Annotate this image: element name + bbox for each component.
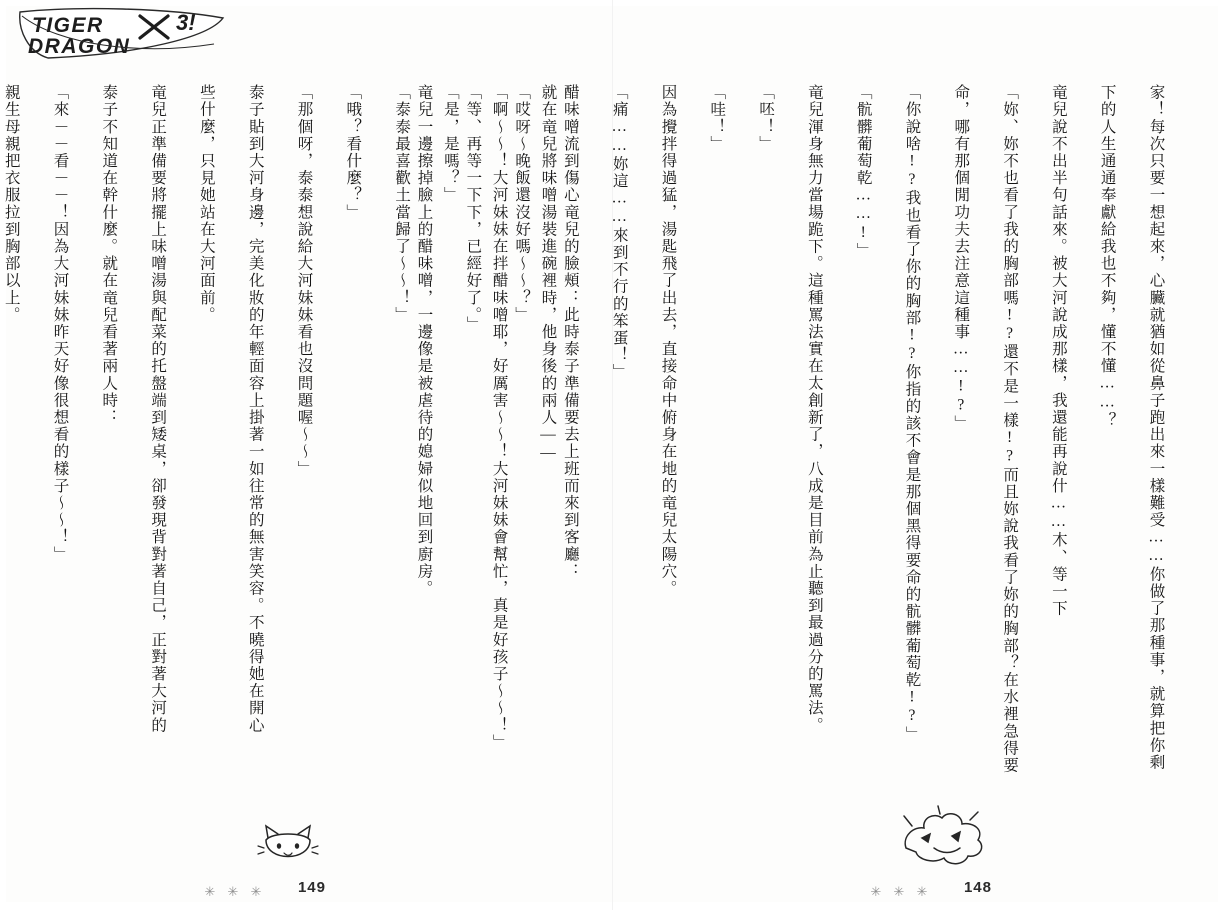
text-line: 「呸！」 bbox=[757, 84, 775, 153]
logo-volume-text: 3! bbox=[176, 10, 196, 35]
text-line: 因為攪拌得過猛，湯匙飛了出去，直接命中俯身在地的竜兒太陽穴。 bbox=[659, 84, 677, 597]
text-line: 「等、再等一下下，已經好了。」 bbox=[464, 84, 482, 333]
text-line: 「你說啥!?我也看了你的胸部!?你指的該不會是那個黑得要命的骯髒葡萄乾!?」 bbox=[903, 84, 921, 743]
text-line: 「來－－看－－！因為大河妹妹昨天好像很想看的樣子～～！」 bbox=[51, 84, 69, 563]
text-line: 「泰泰最喜歡土當歸了～～！」 bbox=[393, 84, 411, 324]
dragon-scribble-icon bbox=[900, 808, 992, 870]
logo-line2-text: DRAGON bbox=[28, 35, 131, 58]
left-page-number: 149 bbox=[297, 879, 326, 896]
text-line: 「骯髒葡萄乾……!」 bbox=[854, 84, 872, 260]
text-line: 下的人生通通奉獻給我也不夠，懂不懂……？ bbox=[1098, 84, 1116, 429]
text-line: 竜兒渾身無力當場跪下。這種罵法實在太創新了，八成是目前為止聽到最過分的罵法。 bbox=[805, 84, 823, 734]
text-line: 「痛……妳這……來到不行的笨蛋！」 bbox=[610, 84, 628, 381]
text-line: 竜兒一邊擦掉臉上的醋味噌，一邊像是被虐待的媳婦似地回到廚房。 bbox=[415, 84, 433, 597]
right-page-sparkle-ornament: ✳ ✳ ✳ bbox=[870, 885, 932, 900]
text-line: 「啊～～！大河妹妹在拌醋味噌耶，好厲害～～！大河妹妹會幫忙，真是好孩子～～！」 bbox=[490, 84, 508, 751]
text-line: 竜兒說不出半句話來。被大河說成那樣，我還能再說什……木、等一下 bbox=[1049, 84, 1067, 618]
logo-line1-text: TIGER bbox=[32, 14, 104, 37]
text-line: 「哎呀～晚飯還沒好嗎～～？」 bbox=[513, 84, 531, 324]
text-line: 家！每次只要一想起來，心臟就猶如從鼻子跑出來一樣難受……你做了那種事，就算把你剩 bbox=[1147, 84, 1165, 771]
text-line: 「那個呀，泰泰想說給大河妹妹看也沒問題喔～～」 bbox=[295, 84, 313, 478]
text-line: 「哦？看什麼？」 bbox=[344, 84, 362, 221]
text-line: 親生母親把衣服拉到胸部以上。 bbox=[2, 84, 20, 324]
text-line: 醋味噌流到傷心竜兒的臉頰：此時泰子準備要去上班而來到客廳： bbox=[561, 84, 579, 580]
text-line: 竜兒正準備要將擺上味噌湯與配菜的托盤端到矮桌，卻發現背對著自己，正對著大河的 bbox=[149, 84, 167, 734]
left-page-body-text bbox=[0, 84, 588, 784]
text-line: 些什麼，只見她站在大河面前。 bbox=[197, 84, 215, 324]
text-line: 命，哪有那個閒功夫去注意這種事……!?」 bbox=[952, 84, 970, 432]
text-line: 「是，是嗎？」 bbox=[441, 84, 459, 204]
left-page-sparkle-ornament: ✳ ✳ ✳ bbox=[204, 885, 266, 900]
text-line: 泰子不知道在幹什麼。就在竜兒看著兩人時： bbox=[100, 84, 118, 426]
cat-head-icon bbox=[260, 824, 316, 872]
right-page-number: 148 bbox=[963, 879, 992, 896]
text-line: 「哇！」 bbox=[708, 84, 726, 153]
text-line: 泰子貼到大河身邊，完美化妝的年輕面容上掛著一如往常的無害笑容。不曉得她在開心 bbox=[246, 84, 264, 734]
series-logo bbox=[18, 8, 228, 80]
text-line: 就在竜兒將味噌湯裝進碗裡時，他身後的兩人―― bbox=[539, 84, 557, 464]
text-line: 「妳、妳不也看了我的胸部嗎!?還不是一樣!?而且妳說我看了妳的胸部？在水裡急得要 bbox=[1001, 84, 1019, 774]
